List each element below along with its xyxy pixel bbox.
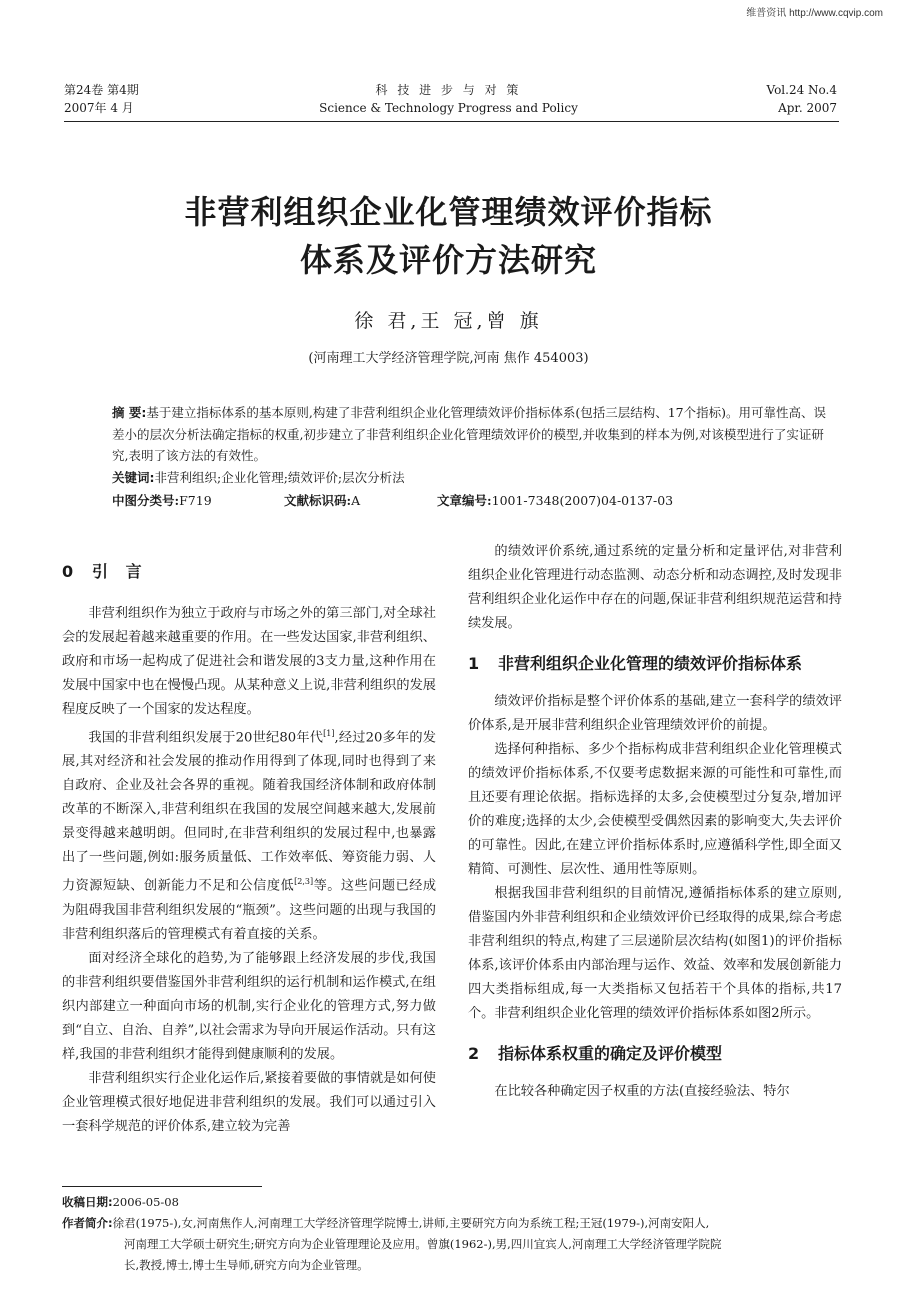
keywords-label: 关键词: <box>112 469 155 485</box>
footnote <box>62 1192 842 1276</box>
paragraph <box>62 722 436 947</box>
footnote-rule <box>62 1186 262 1187</box>
bio-text-cont: 河南理工大学硕士研究生;研究方向为企业管理理论及应用。曾旗(1962-),男,四川宜宾人,河南理工大学经济管理学院院 <box>124 1237 722 1251</box>
section-title: 非营利组织企业化管理的绩效评价指标体系 <box>498 654 803 673</box>
paper-title <box>0 188 897 284</box>
paragraph-part: 我国的非营利组织发展于20世纪80年代 <box>88 730 324 746</box>
received-date: 2006-05-08 <box>112 1195 179 1209</box>
journal-name-en: Science & Technology Progress and Policy <box>319 101 578 115</box>
bio-text-cont: 长,教授,博士,博士生导师,研究方向为企业管理。 <box>124 1258 369 1272</box>
journal-volume-en <box>767 81 838 117</box>
abstract-text: 基于建立指标体系的基本原则,构建了非营利组织企业化管理绩效评价指标体系(包括三层结构、17个指标)。用可靠性高、误差小的层次分析法确定指标的权重,初步建立了非营利组织企业化管理绩效评价的模型,并收集到的样本为例,对该模型进行了实证研究,表明了该方法的有效性。 <box>112 405 826 463</box>
article-value: 1001-7348(2007)04-0137-03 <box>491 493 674 508</box>
clc-label: 中图分类号: <box>112 493 180 508</box>
section-number: 0 <box>62 562 74 581</box>
article-number <box>437 491 673 509</box>
paragraph-part: 等。这些问题已经成为阻碍我国非营利组织发展的“瓶颈”。这些问题的出现与我国的非营利组织落后的管理模式有着直接的关系。 <box>62 878 437 942</box>
right-column <box>468 540 842 1104</box>
title-line-1: 非营利组织企业化管理绩效评价指标 <box>184 193 713 231</box>
paragraph: 绩效评价指标是整个评价体系的基础,建立一套科学的绩效评价体系,是开展非营利组织企业管理绩效评价的前提。 <box>468 694 842 733</box>
paragraph: 选择何种指标、多少个指标构成非营利组织企业化管理模式的绩效评价指标体系,不仅要考虑数据来源的可能性和可靠性,而且还要有理论依据。指标选择的太多,会使模型过分复杂,增加评价的难度;选择的太少,会使模型受偶然因素的影响变大,失去评价的可靠性。因此,在建立评价指标体系时,应遵循科学性,即全面又精简、可测性、层次性、通用性等原则。 <box>468 742 842 877</box>
paragraph: 在比较各种确定因子权重的方法(直接经验法、特尔 <box>494 1084 790 1099</box>
paragraph-part: ,经过20多年的发展,其对经济和社会发展的推动作用得到了体现,同时也得到了来自政府、企业及社会各界的重视。随着我国经济体制和政府体制改革的不断深入,非营利组织在我国的发展空间越来越大,发展前景变得越来越明朗。但同时,在非营利组织的发展过程中,也暴露出了一些问题,例如:服务质量低、工作效率低、筹资能力弱、人力资源短缺、创新能力不足和公信度低 <box>62 730 436 894</box>
citation: [2,3] <box>294 877 314 887</box>
watermark: 维普资讯 http://www.cqvip.com <box>746 8 883 19</box>
abstract <box>112 402 830 488</box>
affiliation: (河南理工大学经济管理学院,河南 焦作 454003) <box>308 351 589 366</box>
section-heading-0 <box>62 558 436 586</box>
title-line-2: 体系及评价方法研究 <box>299 241 597 279</box>
doc-value: A <box>351 493 361 508</box>
keywords: 非营利组织;企业化管理;绩效评价;层次分析法 <box>154 469 405 485</box>
section-number: 2 <box>468 1044 480 1063</box>
section-heading-2 <box>468 1040 842 1068</box>
paragraph: 面对经济全球化的趋势,为了能够跟上经济发展的步伐,我国的非营利组织要借鉴国外非营利组织的运行机制和运作模式,在组织内部建立一种面向市场的机制,实行企业化的管理方式,努力做到“自立、自治、自养”,以社会需求为导向开展运作活动。只有这样,我国的非营利组织才能得到健康顺利的发展。 <box>62 950 436 1062</box>
clc-number <box>112 491 212 509</box>
bio-label: 作者简介: <box>62 1216 113 1230</box>
section-heading-1 <box>468 650 842 678</box>
section-title: 引 言 <box>92 562 148 581</box>
section-number: 1 <box>468 654 480 673</box>
citation: [1] <box>323 729 335 738</box>
volume-issue: 第24卷 第4期 <box>64 83 139 97</box>
section-title: 指标体系权重的确定及评价模型 <box>498 1044 723 1063</box>
clc-value: F719 <box>179 493 212 508</box>
volume-issue-en: Vol.24 No.4 <box>766 83 837 97</box>
paragraph: 非营利组织实行企业化运作后,紧接着要做的事情就是如何使企业管理模式很好地促进非营利组织的发展。我们可以通过引入一套科学规范的评价体系,建立较为完善 <box>62 1070 436 1134</box>
paragraph: 非营利组织作为独立于政府与市场之外的第三部门,对全球社会的发展起着越来越重要的作用。在一些发达国家,非营利组织、政府和市场一起构成了促进社会和谐发展的3支力量,这种作用在发展中国家中也在慢慢凸现。从某种意义上说,非营利组织的发展程度反映了一个国家的发达程度。 <box>62 606 436 717</box>
issue-date-en: Apr. 2007 <box>778 101 837 115</box>
header-rule <box>64 121 839 122</box>
doc-code <box>284 491 360 509</box>
doc-label: 文献标识码: <box>284 493 352 508</box>
article-label: 文章编号: <box>437 493 492 508</box>
paragraph: 的绩效评价系统,通过系统的定量分析和定量评估,对非营利组织企业化管理进行动态监测、动态分析和动态调控,及时发现非营利组织企业化运作中存在的问题,保证非营利组织规范运营和持续发展。 <box>468 544 842 631</box>
received-label: 收稿日期: <box>62 1195 113 1209</box>
authors: 徐 君,王 冠,曾 旗 <box>354 310 543 332</box>
issue-date: 2007年 4 月 <box>64 101 134 115</box>
journal-name-cn: 科 技 进 步 与 对 策 <box>375 83 522 97</box>
abstract-label: 摘 要: <box>112 405 147 420</box>
journal-name <box>0 81 897 117</box>
left-column <box>62 540 436 1139</box>
bio-text: 徐君(1975-),女,河南焦作人,河南理工大学经济管理学院博士,讲师,主要研究方向为系统工程;王冠(1979-),河南安阳人, <box>112 1216 710 1230</box>
paragraph: 根据我国非营利组织的目前情况,遵循指标体系的建立原则,借鉴国内外非营利组织和企业绩效评价已经取得的成果,综合考虑非营利组织的特点,构建了三层递阶层次结构(如图1)的评价指标体系,该评价体系由内部治理与运作、效益、效率和发展创新能力四大类指标组成,每一大类指标又包括若干个具体的指标,共17个。非营利组织企业化管理的绩效评价指标体系如图2所示。 <box>468 886 842 1021</box>
